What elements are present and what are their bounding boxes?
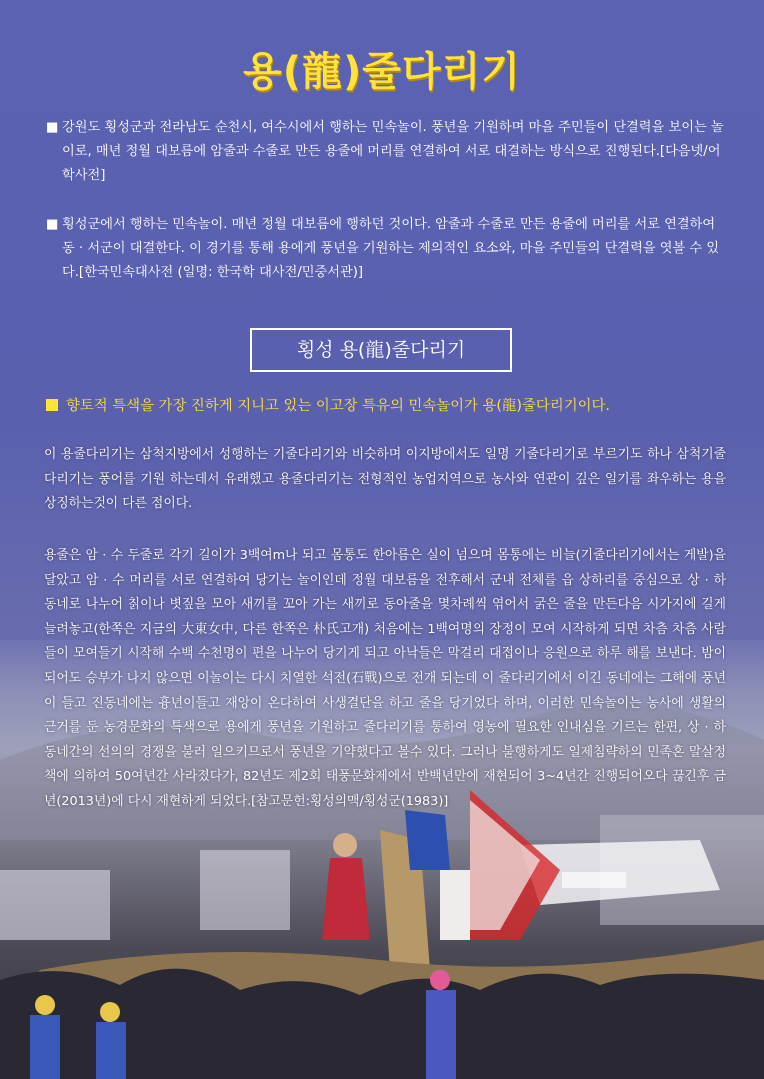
section-heading: 횡성 용(龍)줄다리기 [250,328,512,372]
definition-2 [46,213,724,285]
bullet-icon: ■ [46,120,59,135]
page-title: 용(龍)줄다리기 [243,49,521,95]
definition-text: 강원도 횡성군과 전라남도 순천시, 여수시에서 행하는 민속놀이. 풍년을 기원하며 마을 주민들이 단결력을 보이는 놀이로, 매년 정월 대보름에 암줄과 수줄로 만든 용줄에 머리를 연결하여 서로 대결하는 방식으로 진행된다.[다음넷/어학사전] [62,120,724,183]
definition-text: 횡성군에서 행하는 민속놀이. 매년 정월 대보름에 행하던 것이다. 암줄과 수줄로 만든 용줄에 머리를 서로 연결하여 동 · 서군이 대결한다. 이 경기를 통해 용에게 풍년을 기원하는 제의적인 요소와, 마을 주민들의 단결력을 엿볼 수 있다.[한국민속대사전 (일명: 한국학 대사전/민중서관)] [62,217,720,280]
body-paragraph-1: 이 용줄다리기는 삼척지방에서 성행하는 기줄다리기와 비슷하며 이지방에서도 일명 기줄다리기로 부르기도 하나 삼척기줄다리기는 풍어를 기원 하는데서 유래했고 용줄다리기는 전형적인 농업지역으로 농사와 연관이 깊은 일기를 좌우하는 용을 상징하는것이 다른 점이다. [44,447,726,512]
bullet-icon: ■ [46,217,59,232]
highlight-text: 향토적 특색을 가장 진하게 지니고 있는 이고장 특유의 민속놀이가 용(龍)줄다리기이다. [66,398,611,414]
body-paragraph-2: 용줄은 암 · 수 두줄로 각기 길이가 3백여m나 되고 몸통도 한아름은 실이 넘으며 몸통에는 비늘(기줄다리기에서는 게발)을 달았고 암 · 수 머리를 서로 연결하여 당기는 놀이인데 정월 대보름을 전후해서 군내 전체를 읍 상하리를 중심으로 상 · 하 동네로 나누어 칡이나 볏짚을 모아 새끼를 꼬아 가는 새끼로 동아줄을 몇차례씩 엮어서 굵은 줄을 만든다음 시가지에 길게 늘려놓고(한쪽은 지금의 大東女中, 다른 한쪽은 朴氏고개) 처음에는 1백여명의 장정이 모여 시작하게 되면 차츰 차츰 사람들이 모여들기 시작해 수백 수천명이 편을 나누어 당기게 되고 아낙들은 막걸리 대접이나 응원으로 하루 해를 보낸다. 밤이 되어도 승부가 나지 않으면 이놀이는 다시 치열한 석전(石戰)으로 전개 되는데 이 줄다리기에서 이긴 동네에는 그해에 풍년이 들고 진동네에는 흉년이들고 재앙이 온다하여 사생결단을 하고 줄을 당기었다 하며, 이러한 민속놀이는 농사에 생활의 근거를 둔 농경문화의 특색으로 용에게 풍년을 기원하고 줄다리기를 통하여 영농에 필요한 인내심을 기르는 한편, 상 · 하 동네간의 선의의 경쟁을 불러 일으키므로서 풍년을 기약했다고 볼수 있다. 그러나 불행하게도 일제침략하의 민족혼 말살정책에 의하여 50여년간 사라졌다가, 82년도 제2회 태풍문화제에서 반백년만에 재현되어 3~4년간 진행되어오다 끊긴후 금년(2013년)에 다시 재현하게 되었다.[참고문헌:횡성의맥/횡성군(1983)] [44,548,726,809]
definition-1 [46,116,724,188]
yellow-square-icon [46,399,58,411]
highlight-line [46,394,736,418]
